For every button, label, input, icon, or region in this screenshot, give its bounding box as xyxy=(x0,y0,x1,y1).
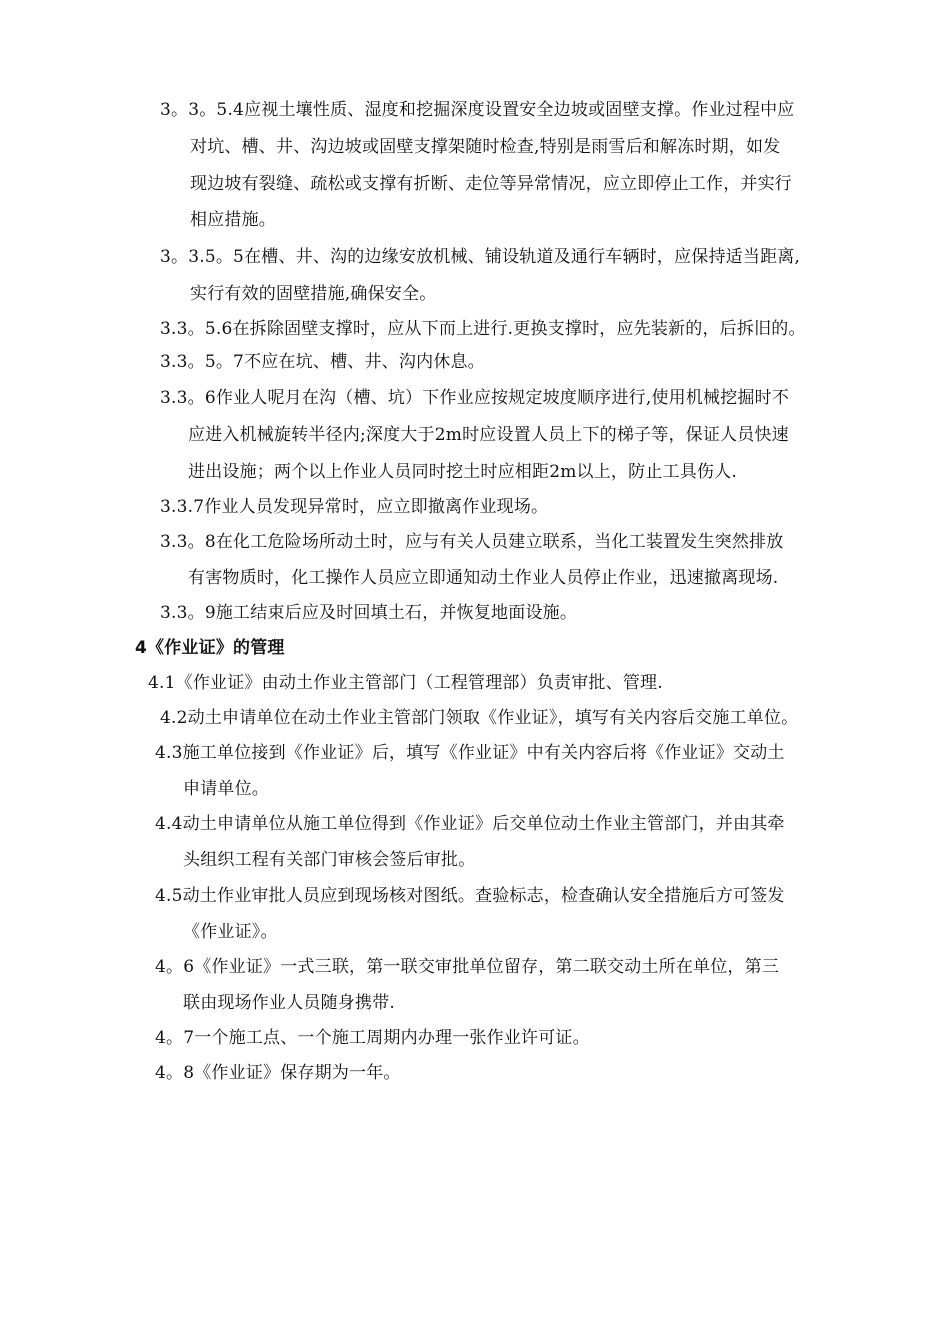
paragraph-4-6-line-1: 4。6《作业证》一式三联，第一联交审批单位留存，第二联交动土所在单位，第三 xyxy=(155,957,780,977)
paragraph-3-3-7: 3.3.7作业人员发现异常时，应立即撤离作业现场。 xyxy=(160,497,549,517)
paragraph-3-3-5-4-line-2: 对坑、槽、井、沟边坡或固壁支撑架随时检查,特别是雨雪后和解冻时期，如发 xyxy=(190,137,781,157)
paragraph-4-8: 4。8《作业证》保存期为一年。 xyxy=(155,1063,401,1083)
paragraph-3-3-9: 3.3。9施工结束后应及时回填土石，并恢复地面设施。 xyxy=(160,603,578,623)
paragraph-3-3-5-5-line-1: 3。3.5。5在槽、井、沟的边缘安放机械、铺设轨道及通行车辆时，应保持适当距离, xyxy=(160,247,801,267)
paragraph-3-3-5-5-line-2: 实行有效的固壁措施,确保安全。 xyxy=(190,284,437,304)
paragraph-4-5-line-1: 4.5动土作业审批人员应到现场核对图纸。查验标志，检查确认安全措施后方可签发 xyxy=(155,886,785,906)
paragraph-3-3-6-line-1: 3.3。6作业人呢月在沟（槽、坑）下作业应按规定坡度顺序进行,使用机械挖掘时不 xyxy=(160,388,790,408)
paragraph-3-3-5-4-line-3: 现边坡有裂缝、疏松或支撑有折断、走位等异常情况，应立即停止工作，并实行 xyxy=(190,174,792,194)
paragraph-3-3-5-7: 3.3。5。7不应在坑、槽、井、沟内休息。 xyxy=(160,352,485,372)
paragraph-4-7: 4。7一个施工点、一个施工周期内办理一张作业许可证。 xyxy=(155,1028,590,1048)
paragraph-4-3-line-2: 申请单位。 xyxy=(183,779,269,799)
paragraph-3-3-5-4-line-4: 相应措施。 xyxy=(190,210,276,230)
paragraph-3-3-6-line-2: 应进入机械旋转半径内;深度大于2m时应设置人员上下的梯子等，保证人员快速 xyxy=(188,425,789,445)
paragraph-4-5-line-2: 《作业证》。 xyxy=(183,922,278,942)
paragraph-4-4-line-1: 4.4动土申请单位从施工单位得到《作业证》后交单位动土作业主管部门，并由其牵 xyxy=(155,814,785,834)
paragraph-4-3-line-1: 4.3施工单位接到《作业证》后，填写《作业证》中有关内容后将《作业证》交动土 xyxy=(155,743,785,763)
paragraph-4-2: 4.2动土申请单位在动土作业主管部门领取《作业证》，填写有关内容后交施工单位。 xyxy=(160,708,799,728)
paragraph-3-3-5-4-line-1: 3。3。5.4应视土壤性质、湿度和挖掘深度设置安全边坡或固壁支撑。作业过程中应 xyxy=(160,100,795,120)
paragraph-4-6-line-2: 联由现场作业人员随身携带. xyxy=(183,993,396,1013)
paragraph-3-3-6-line-3: 进出设施；两个以上作业人员同时挖土时应相距2m以上，防止工具伤人. xyxy=(188,462,737,482)
paragraph-3-3-5-6: 3.3。5.6在拆除固壁支撑时，应从下而上进行.更换支撑时，应先装新的，后拆旧的。 xyxy=(160,319,806,339)
paragraph-4-4-line-2: 头组织工程有关部门审核会签后审批。 xyxy=(183,850,476,870)
paragraph-4-1: 4.1《作业证》由动土作业主管部门（工程管理部）负责审批、管理. xyxy=(148,673,663,693)
paragraph-3-3-8-line-2: 有害物质时，化工操作人员应立即通知动土作业人员停止作业，迅速撤离现场. xyxy=(188,568,779,588)
paragraph-3-3-8-line-1: 3.3。8在化工危险场所动土时，应与有关人员建立联系，当化工装置发生突然排放 xyxy=(160,532,784,552)
section-heading-4: 4《作业证》的管理 xyxy=(135,638,285,658)
